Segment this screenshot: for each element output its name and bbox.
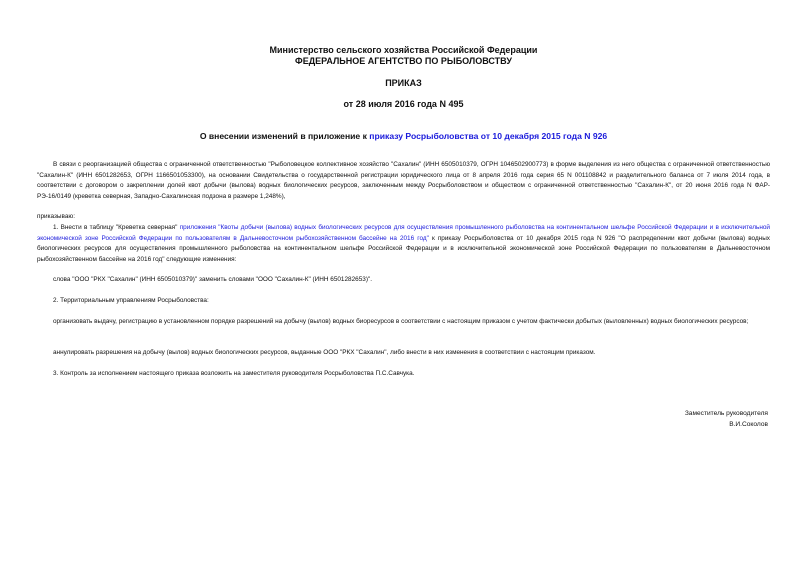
item-1-text: 1. Внести в таблицу "Креветка северная" — [53, 224, 180, 231]
agency-name: ФЕДЕРАЛЬНОЕ АГЕНТСТВО ПО РЫБОЛОВСТВУ — [295, 56, 512, 66]
item-3-paragraph: 3. Контроль за исполнением настоящего приказа возложить на заместителя руководителя Росрыболовства П.С.Савчука. — [53, 370, 415, 377]
item-1-order-ref: к приказу Росрыболовства от 10 декабря 2015 года N 926 "О распределении квот добычи (вылова) водных биологических ресурсов для осуществления промышленного рыболовства на континентальном шельфе Российской Федерации и в исключительной экономической зоне Российской Федерации по пользователям в Дальневосточном рыбохозяйственном бассейне на 2016 год" — [37, 234, 770, 263]
title-link-order-926[interactable]: приказу Росрыболовства от 10 декабря 2015 года N 926 — [369, 131, 608, 141]
ministry-name: Министерство сельского хозяйства Российской Федерации — [269, 45, 538, 55]
document-type: ПРИКАЗ — [385, 78, 422, 88]
item-1-link-appendix[interactable]: приложения "Квоты добычи (вылова) водных биологических ресурсов для осуществления промышленного рыболовства на континентальном шельфе Российской Федерации и в исключительной экономической зоне Российской Федерации по пользователям в Дальневосточном рыбохозяйственном бассейне на 2016 год" — [37, 224, 770, 242]
signature-position: Заместитель руководителя — [684, 410, 768, 417]
document-date-number: от 28 июля 2016 года N 495 — [343, 99, 464, 109]
order-word: приказываю: — [37, 213, 75, 220]
item-1-tail: следующие изменения: — [164, 255, 237, 263]
item-2-paragraph: 2. Территориальным управлениям Росрыболовства: — [53, 297, 209, 304]
title-prefix: О внесении изменений в приложение к — [199, 131, 370, 141]
item-1-paragraph — [37, 223, 770, 265]
item-2b-paragraph: аннулировать разрешения на добычу (вылов) водных биологических ресурсов, выданные ООО "РКХ "Сахалин", либо внести в них изменения в соответствии с настоящим приказом. — [53, 349, 596, 356]
item-2a-paragraph: организовать выдачу, регистрацию в установленном порядке разрешений на добычу (вылов) водных биоресурсов в соответствии с настоящим приказом с учетом фактически добытых (выловленных) водных биологических ресурсов; — [53, 318, 749, 325]
replace-words-paragraph: слова "ООО "РКХ "Сахалин" (ИНН 6505010379)" заменить словами "ООО "Сахалин-К" (ИНН 6501282653)". — [53, 276, 372, 283]
signature-name: В.И.Соколов — [729, 421, 768, 428]
preamble-paragraph: В связи с реорганизацией общества с ограниченной ответственностью "Рыболовецкое коллективное хозяйство "Сахалин" (ИНН 6505010379, ОГРН 1046502900773) в форме выделения из него общества с ограниченной ответственностью "Сахалин-К" (ИНН 6501282653, ОГРН 1166501053300), на основании Свидетельства о государственной регистрации юридического лица от 8 апреля 2016 года серия 65 N 001108842 и разделительного баланса от 7 июля 2014 года, в соответствии с договором о закреплении долей квот добычи (вылова) водных биологических ресурсов, заключенным между Росрыболовством и обществом с ограниченной ответственностью "Сахалин-К", от 20 июня 2016 года N ФАР-РЭ-16/0149 (креветка северная, Западно-Сахалинская подзона в размере 1,248%), — [37, 161, 770, 200]
document-title — [0, 131, 807, 142]
